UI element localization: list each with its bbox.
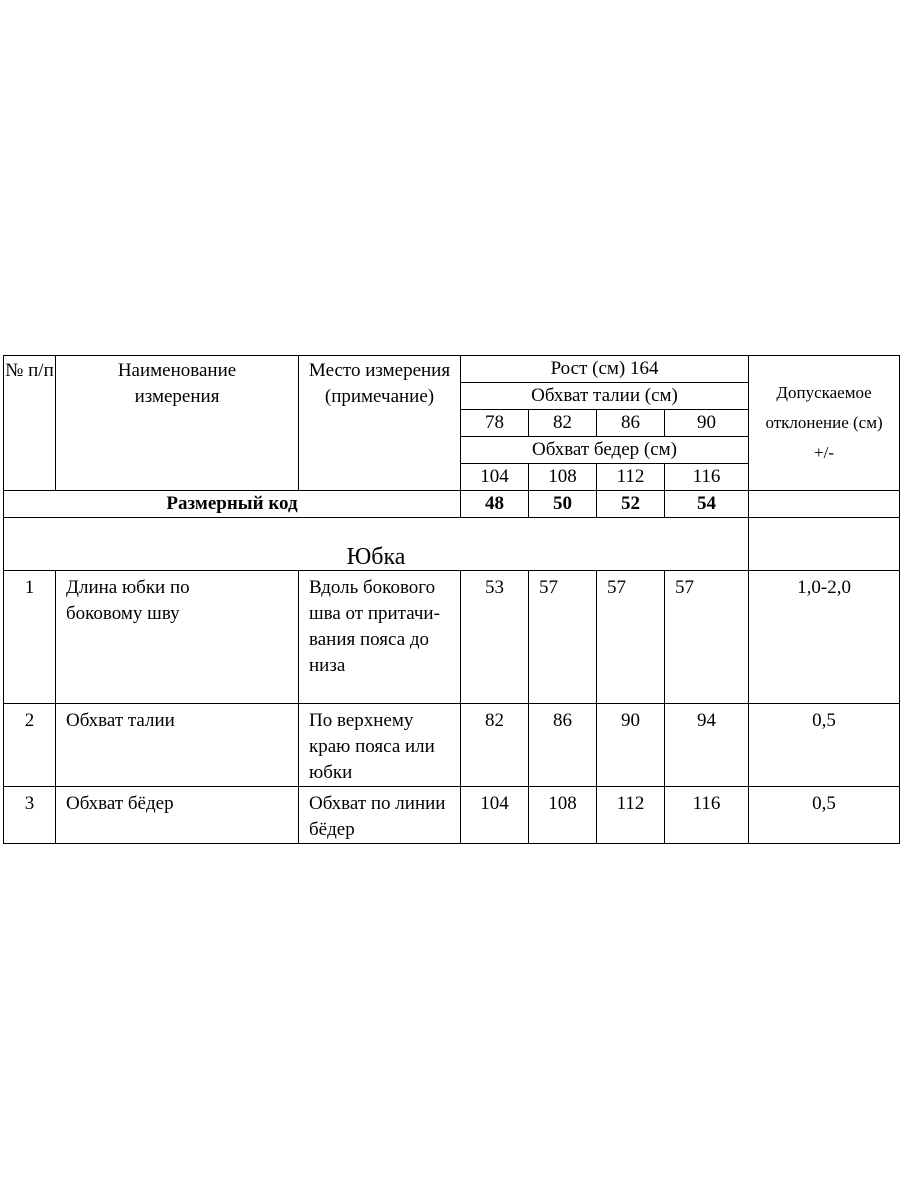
row-value: 112 [597, 787, 665, 844]
row-value: 82 [461, 704, 529, 787]
table-row [4, 787, 900, 844]
waist-value: 78 [461, 410, 529, 437]
row-name: Обхват талии [56, 704, 299, 787]
header-num: № п/п [4, 356, 56, 491]
section-empty [749, 518, 900, 571]
row-tolerance: 1,0-2,0 [749, 571, 900, 704]
row-value: 116 [665, 787, 749, 844]
hip-value: 104 [461, 464, 529, 491]
row-place: По верхнему краю пояса или юбки [299, 704, 461, 787]
header-tolerance: Допускаемое отклонение (см) +/- [749, 356, 900, 491]
row-value: 90 [597, 704, 665, 787]
header-waist-label: Обхват талии (см) [461, 383, 749, 410]
hip-value: 108 [529, 464, 597, 491]
row-value: 53 [461, 571, 529, 704]
section-title: Юбка [4, 518, 749, 571]
table-row [4, 571, 900, 704]
row-value: 57 [665, 571, 749, 704]
header-row-height [4, 356, 900, 383]
row-tolerance: 0,5 [749, 704, 900, 787]
row-num: 3 [4, 787, 56, 844]
size-code-value: 52 [597, 491, 665, 518]
size-code-value: 48 [461, 491, 529, 518]
row-value: 57 [597, 571, 665, 704]
table-row [4, 704, 900, 787]
waist-value: 90 [665, 410, 749, 437]
size-code-value: 50 [529, 491, 597, 518]
row-value: 108 [529, 787, 597, 844]
header-name: Наименование измерения [56, 356, 299, 491]
waist-value: 82 [529, 410, 597, 437]
hip-value: 112 [597, 464, 665, 491]
size-table [3, 355, 900, 844]
row-name: Обхват бёдер [56, 787, 299, 844]
row-name: Длина юбки по боковому шву [56, 571, 299, 704]
hip-value: 116 [665, 464, 749, 491]
row-value: 104 [461, 787, 529, 844]
waist-value: 86 [597, 410, 665, 437]
row-place: Обхват по линии бёдер [299, 787, 461, 844]
row-num: 2 [4, 704, 56, 787]
size-code-label: Размерный код [4, 491, 461, 518]
header-hip-label: Обхват бедер (см) [461, 437, 749, 464]
row-value: 94 [665, 704, 749, 787]
row-tolerance: 0,5 [749, 787, 900, 844]
row-place: Вдоль бокового шва от притачи-вания пояса до низа [299, 571, 461, 704]
header-place: Место измерения (примечание) [299, 356, 461, 491]
header-height: Рост (см) 164 [461, 356, 749, 383]
row-value: 57 [529, 571, 597, 704]
size-code-row [4, 491, 900, 518]
section-row [4, 518, 900, 571]
size-code-value: 54 [665, 491, 749, 518]
row-num: 1 [4, 571, 56, 704]
size-code-empty [749, 491, 900, 518]
row-value: 86 [529, 704, 597, 787]
